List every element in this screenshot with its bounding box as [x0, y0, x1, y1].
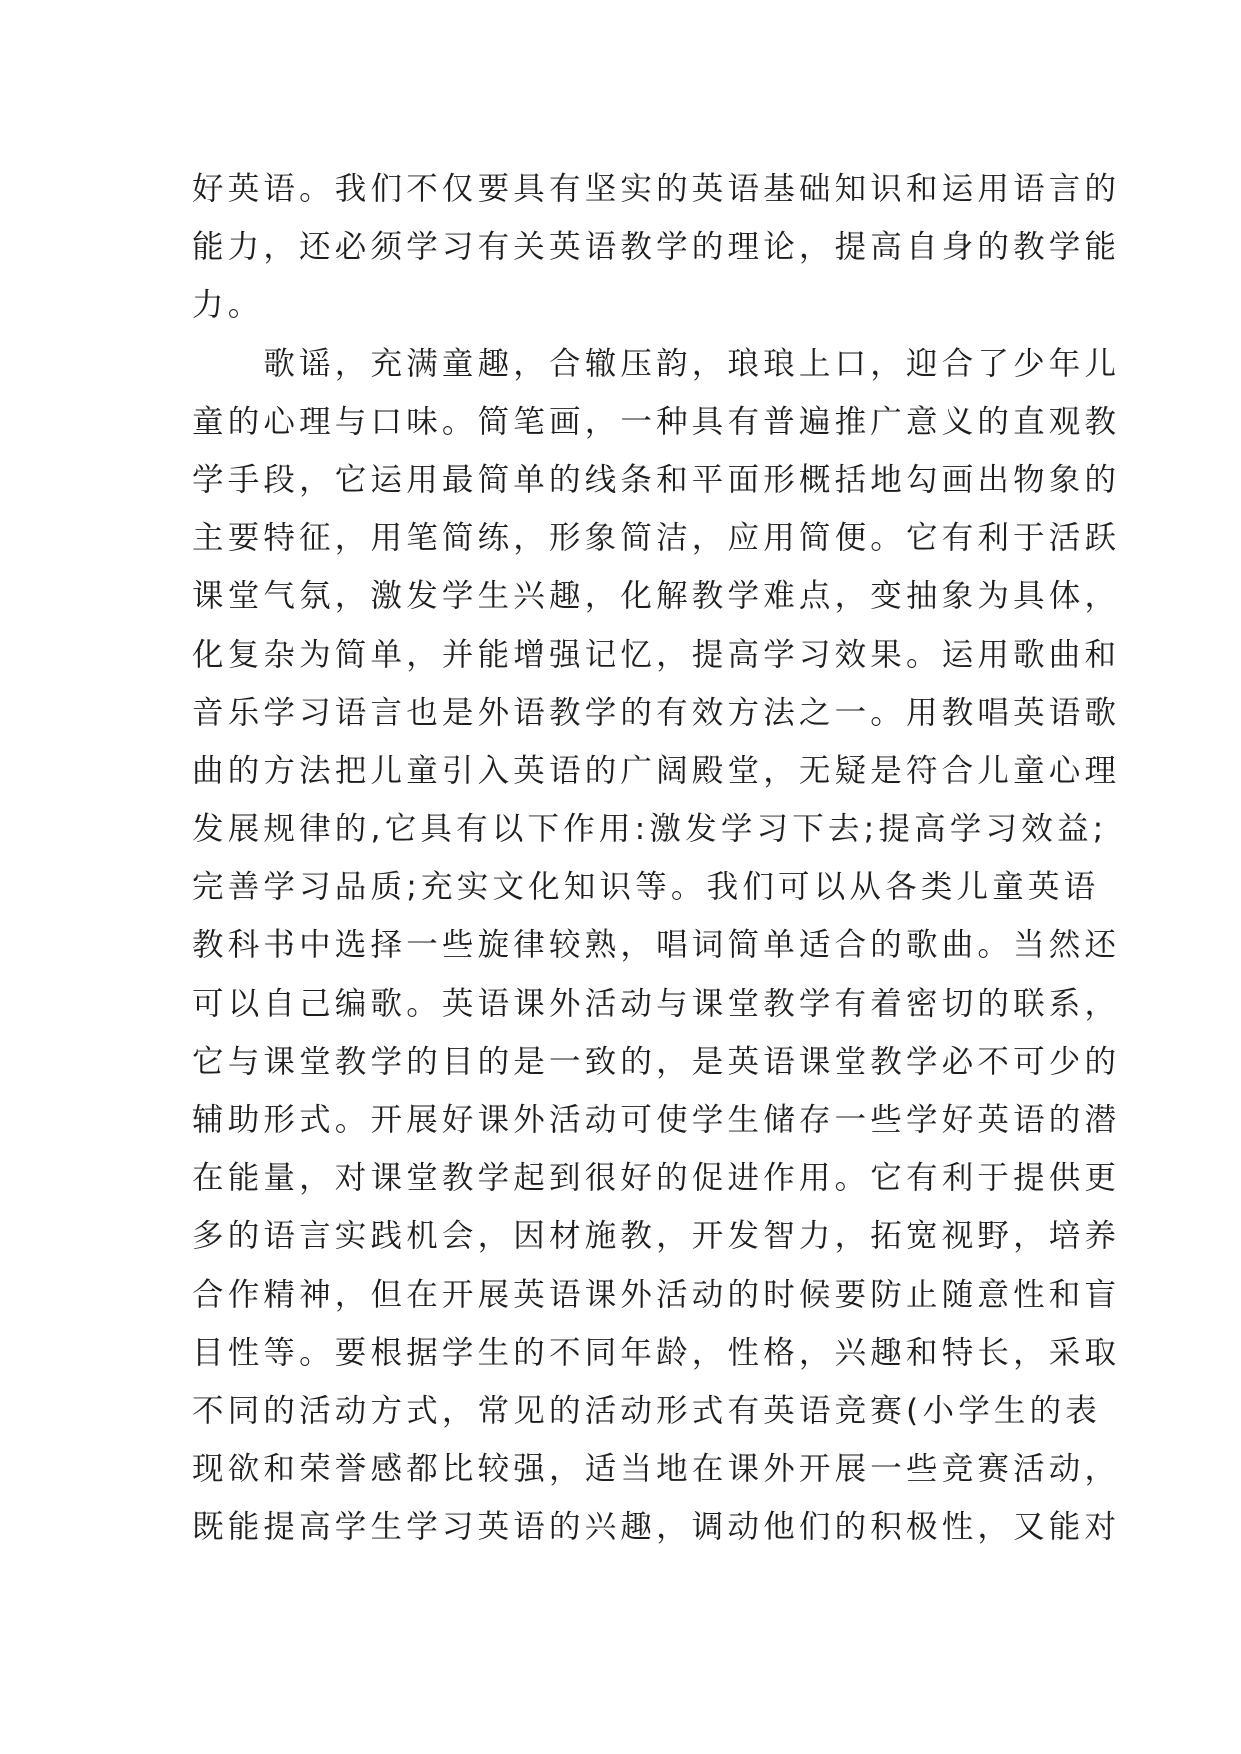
text-line: 在能量，对课堂教学起到很好的促进作用。它有利于提供更 — [192, 1160, 1121, 1197]
text-line: 辅助形式。开展好课外活动可使学生储存一些学好英语的潜 — [192, 1102, 1121, 1138]
text-line: 能力，还必须学习有关英语教学的理论，提高自身的教学能 — [192, 229, 1121, 266]
text-line: 多的语言实践机会，因材施教，开发智力，拓宽视野，培养 — [192, 1218, 1121, 1255]
text-line: 歌谣，充满童趣，合辙压韵，琅琅上口，迎合了少年儿 — [192, 345, 1121, 382]
text-line: 童的心理与口味。简笔画，一种具有普遍推广意义的直观教 — [192, 403, 1121, 440]
text-line: 力。 — [192, 287, 264, 324]
text-line: 曲的方法把儿童引入英语的广阔殿堂，无疑是符合儿童心理 — [192, 752, 1121, 789]
text-line: 现欲和荣誉感都比较强，适当地在课外开展一些竞赛活动， — [192, 1451, 1121, 1488]
text-line: 目性等。要根据学生的不同年龄，性格，兴趣和特长，采取 — [192, 1334, 1121, 1371]
text-line: 主要特征，用笔简练，形象简洁，应用简便。它有利于活跃 — [192, 520, 1121, 557]
text-line: 发展规律的,它具有以下作用:激发学习下去;提高学习效益; — [192, 811, 1108, 848]
text-line: 不同的活动方式，常见的活动形式有英语竞赛(小学生的表 — [192, 1392, 1101, 1429]
text-line: 合作精神，但在开展英语课外活动的时候要防止随意性和盲 — [192, 1276, 1121, 1313]
text-line: 音乐学习语言也是外语教学的有效方法之一。用教唱英语歌 — [192, 694, 1121, 731]
text-line: 完善学习品质;充实文化知识等。我们可以从各类儿童英语 — [192, 869, 1100, 906]
text-line: 可以自己编歌。英语课外活动与课堂教学有着密切的联系， — [192, 985, 1121, 1022]
text-line: 学手段，它运用最简单的线条和平面形概括地勾画出物象的 — [192, 461, 1121, 498]
text-line: 化复杂为简单，并能增强记忆，提高学习效果。运用歌曲和 — [192, 636, 1121, 673]
body-text — [192, 160, 1121, 1557]
text-line: 既能提高学生学习英语的兴趣，调动他们的积极性，又能对 — [192, 1509, 1121, 1546]
text-line: 好英语。我们不仅要具有坚实的英语基础知识和运用语言的 — [192, 171, 1121, 207]
text-line: 它与课堂教学的目的是一致的，是英语课堂教学必不可少的 — [192, 1043, 1121, 1080]
text-line: 课堂气氛，激发学生兴趣，化解教学难点，变抽象为具体， — [192, 578, 1121, 615]
text-line: 教科书中选择一些旋律较熟，唱词简单适合的歌曲。当然还 — [192, 927, 1121, 964]
